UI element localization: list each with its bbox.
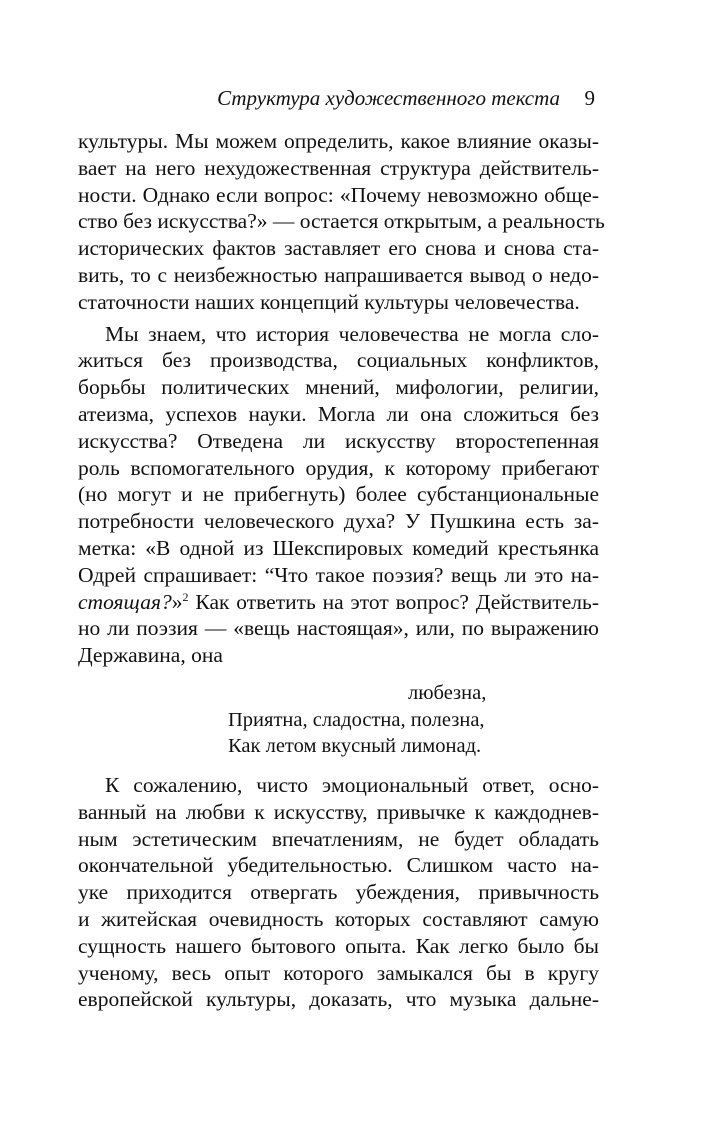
- italic-word: стоящая?: [78, 589, 172, 614]
- text-line: но ли поэзия — «вещь настоящая», или, по выражению: [78, 616, 599, 641]
- text-line: потребности человеческого духа? У Пушкина есть за-: [78, 509, 599, 534]
- text-line: искусства? Отведена ли искусству второстепенная: [78, 428, 599, 453]
- text-line: и житейская очевидность которых составляют самую: [78, 906, 599, 931]
- text-line: ности. Однако если вопрос: «Почему невозможно обще-: [78, 182, 599, 207]
- text-line: К сожалению, чисто эмоциональный ответ, осно-: [105, 773, 599, 797]
- text-line: окончательной убедительностью. Слишком часто на-: [78, 853, 599, 878]
- running-header: [78, 84, 598, 112]
- verse-quote: [228, 680, 486, 760]
- text-line: атеизма, успехов науки. Могла ли она сложиться без: [78, 401, 599, 426]
- text-line: ученому, весь опыт которого замыкался бы в кругу: [78, 960, 599, 985]
- text-line: сущность нашего бытового опыта. Как легко было бы: [78, 933, 599, 958]
- verse-line: Приятна, сладостна, полезна,: [228, 708, 485, 731]
- text-line: вает на него нехудожественная структура действитель-: [78, 155, 599, 180]
- text-line-with-footnote: [78, 589, 599, 616]
- text-line: статочности наших концепций культуры человечества.: [78, 289, 580, 314]
- text-line: исторических фактов заставляет его снова и снова ста-: [78, 236, 599, 261]
- text-line: ство без искусства?» — остается открытым, а реальность: [78, 209, 605, 234]
- verse-line: любезна,: [408, 682, 487, 704]
- text-line: роль вспомогательного орудия, к которому прибегают: [78, 455, 599, 480]
- text-line: Державина, она: [78, 643, 223, 668]
- page-number: 9: [584, 86, 595, 110]
- main-text-continued: [78, 772, 599, 1013]
- text-line: европейской культуры, доказать, что музыка дальне-: [78, 987, 599, 1012]
- text-line: вить, то с неизбежностью напрашивается вывод о недо-: [78, 262, 599, 287]
- text-line: Мы знаем, что история человечества не могла сло-: [105, 321, 599, 346]
- footnote-marker[interactable]: 2: [182, 589, 189, 604]
- running-title: Структура художественного текста: [217, 86, 560, 110]
- text-line: (но могут и не прибегнуть) более субстанциональные: [78, 482, 599, 507]
- line-rest: Как ответить на этот вопрос? Действитель-: [188, 589, 599, 614]
- closing-quote: »: [171, 589, 183, 614]
- text-line: Одрей спрашивает: “Что такое поэзия? вещь ли это на-: [78, 562, 599, 587]
- text-line: ным эстетическим впечатлениям, не будет обладать: [78, 826, 599, 851]
- text-line: борьбы политических мнений, мифологии, религии,: [78, 375, 599, 400]
- text-line: метка: «В одной из Шекспировых комедий крестьянка: [78, 535, 599, 560]
- text-line: уке приходится отвергать убеждения, привычность: [78, 880, 599, 905]
- verse-line: Как летом вкусный лимонад.: [228, 735, 482, 757]
- main-text: [78, 128, 605, 669]
- text-line: ванный на любви к искусству, привычке к каждоднев-: [78, 799, 599, 824]
- text-line: культуры. Мы можем определить, какое влияние оказы-: [78, 129, 599, 153]
- text-line: житься без производства, социальных конфликтов,: [78, 348, 599, 373]
